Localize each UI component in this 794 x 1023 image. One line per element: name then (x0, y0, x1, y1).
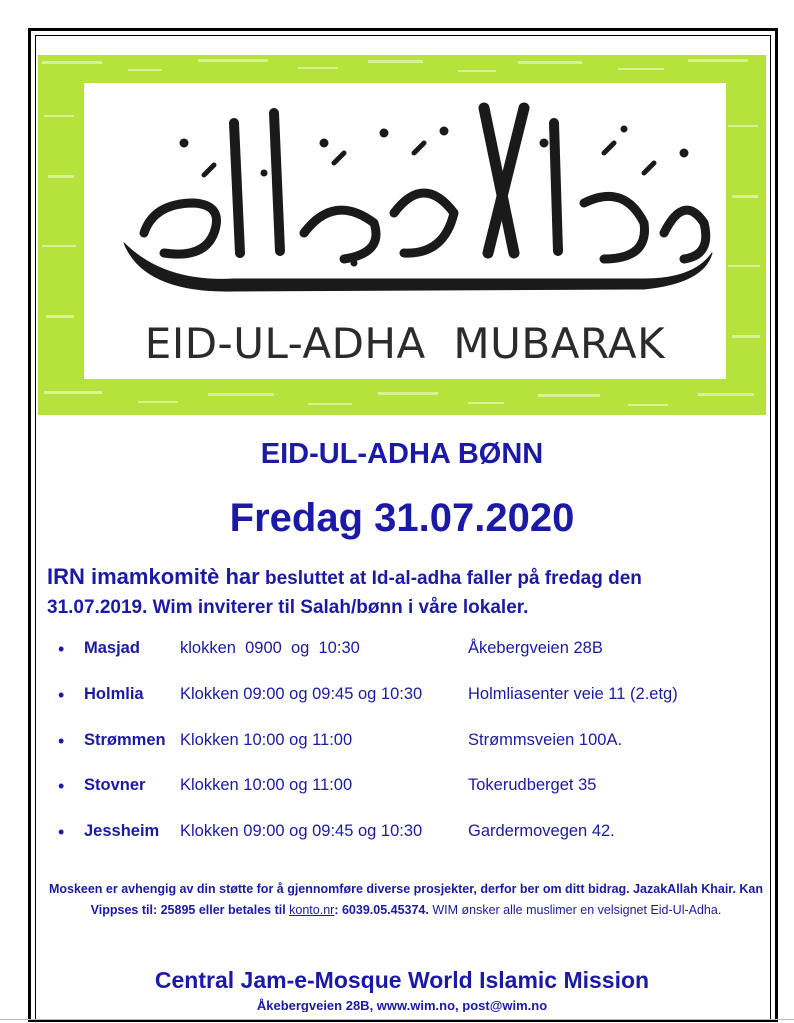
bullet: • (58, 822, 65, 843)
prayer-title: EID-UL-ADHA BØNN (260, 438, 544, 470)
schedule-place: Strømmen (84, 730, 166, 749)
schedule-row (58, 682, 758, 728)
prayer-schedule (58, 636, 758, 865)
organization-contact: Åkebergveien 28B, www.wim.no, post@wim.no (256, 998, 548, 1012)
schedule-time: klokken 0900 og 10:30 (180, 639, 360, 657)
schedule-address: Holmliasenter veie 11 (2.etg) (468, 684, 678, 703)
schedule-time: Klokken 09:00 og 09:45 og 10:30 (180, 822, 423, 841)
organization-name: Central Jam-e-Mosque World Islamic Mission (154, 967, 650, 993)
page-edge-line (0, 1019, 794, 1020)
intro-text: besluttet at Id-al-adha faller på fredag den 31.07.2019. Wim inviterer til Salah/bønn i våre lokaler. (47, 568, 642, 618)
arabic-calligraphy-logo (84, 83, 726, 303)
banner-caption: EID-UL-ADHA MUBARAK (144, 319, 666, 368)
donation-note (36, 879, 776, 921)
donation-note-text: Moskeen er avhengig av din støtte for å gjennomføre diverse prosjekter, derfor ber om ditt bidrag. JazakAllah Khair. Kan (48, 882, 764, 896)
prayer-date: Fredag 31.07.2020 (229, 496, 575, 540)
bullet: • (58, 776, 65, 797)
account-link[interactable]: konto.nr (289, 903, 335, 917)
banner-panel (84, 83, 726, 379)
schedule-row (58, 636, 758, 682)
schedule-address: Gardermovegen 42. (468, 822, 615, 841)
schedule-row (58, 819, 758, 865)
intro-paragraph (47, 562, 747, 622)
bullet: • (58, 684, 65, 705)
vipps-text: Vippses til: 25895 eller betales til (90, 903, 290, 917)
account-number: : 6039.05.45374. (334, 903, 429, 917)
schedule-time: Klokken 10:00 og 11:00 (180, 776, 353, 795)
schedule-place: Jessheim (84, 822, 160, 841)
schedule-place: Masjad (84, 639, 140, 657)
bullet: • (58, 730, 65, 751)
schedule-place: Holmlia (84, 684, 144, 703)
schedule-row (58, 728, 758, 774)
schedule-row (58, 773, 758, 819)
donation-note-line2 (36, 900, 776, 921)
schedule-time: Klokken 09:00 og 09:45 og 10:30 (180, 684, 423, 703)
schedule-address: Tokerudberget 35 (468, 776, 597, 795)
bullet: • (58, 639, 65, 659)
eid-banner (38, 55, 766, 415)
intro-lead: IRN imamkomitè har (47, 564, 260, 589)
schedule-address: Åkebergveien 28B (468, 639, 603, 657)
greeting-text: WIM ønsker alle muslimer en velsignet Eid-Ul-Adha. (428, 903, 722, 917)
schedule-place: Stovner (84, 776, 146, 795)
schedule-time: Klokken 10:00 og 11:00 (180, 730, 353, 749)
schedule-address: Strømmsveien 100A. (468, 730, 623, 749)
donation-note-line1 (36, 879, 776, 900)
